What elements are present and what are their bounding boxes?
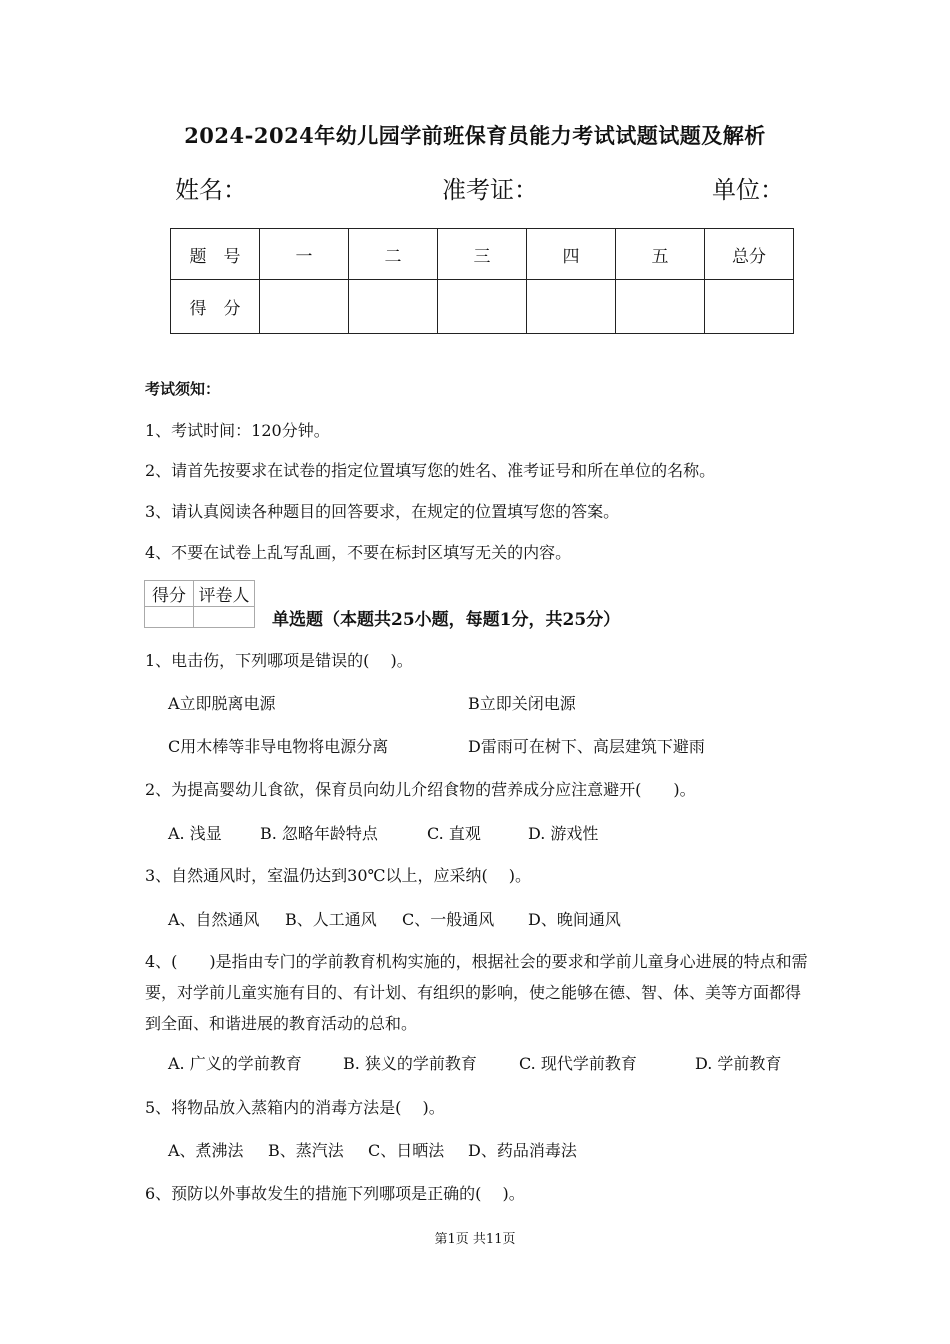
name-field-label: 姓名： bbox=[175, 176, 247, 204]
question-option: A. 广义的学前教育 bbox=[168, 1054, 302, 1073]
question-option: C. 现代学前教育 bbox=[519, 1054, 637, 1073]
question-option: A、自然通风 bbox=[168, 910, 260, 929]
question-stem: 6、预防以外事故发生的措施下列哪项是正确的( )。 bbox=[145, 1184, 525, 1203]
question-option: D. 学前教育 bbox=[695, 1054, 782, 1073]
question-option: B、蒸汽法 bbox=[268, 1141, 344, 1160]
score-header-cell: 一 bbox=[260, 229, 349, 280]
question-option: B立即关闭电源 bbox=[468, 694, 576, 713]
question-option: D、药品消毒法 bbox=[468, 1141, 577, 1160]
grader-score-label: 得分 bbox=[145, 581, 194, 607]
question-option: D. 游戏性 bbox=[528, 824, 599, 843]
question-stem: 2、为提高婴幼儿食欲，保育员向幼儿介绍食物的营养成分应注意避开( )。 bbox=[145, 780, 696, 799]
grader-box bbox=[144, 580, 255, 628]
question-stem: 1、电击伤，下列哪项是错误的( )。 bbox=[145, 651, 413, 670]
notice-item: 2、请首先按要求在试卷的指定位置填写您的姓名、准考证号和所在单位的名称。 bbox=[145, 461, 716, 480]
grader-name-label: 评卷人 bbox=[194, 581, 255, 607]
question-stem: 5、将物品放入蒸箱内的消毒方法是( )。 bbox=[145, 1098, 445, 1117]
question-option: C. 直观 bbox=[427, 824, 481, 843]
section-title: 单选题（本题共25小题，每题1分，共25分） bbox=[272, 610, 621, 630]
score-header-cell: 题 号 bbox=[171, 229, 260, 280]
score-cell bbox=[705, 280, 794, 334]
score-header-cell: 四 bbox=[527, 229, 616, 280]
score-cell bbox=[349, 280, 438, 334]
question-option: A. 浅显 bbox=[168, 824, 222, 843]
question-option: B. 忽略年龄特点 bbox=[260, 824, 378, 843]
question-option: A、煮沸法 bbox=[168, 1141, 244, 1160]
score-header-cell: 二 bbox=[349, 229, 438, 280]
score-header-cell: 五 bbox=[616, 229, 705, 280]
page-footer: 第1页 共11页 bbox=[434, 1232, 516, 1247]
question-option: B. 狭义的学前教育 bbox=[343, 1054, 477, 1073]
score-cell bbox=[527, 280, 616, 334]
score-table-score-row bbox=[171, 280, 794, 334]
question-option: B、人工通风 bbox=[285, 910, 377, 929]
question-option: D雷雨可在树下、高层建筑下避雨 bbox=[468, 737, 705, 756]
score-cell bbox=[616, 280, 705, 334]
grader-score-cell bbox=[145, 607, 194, 628]
score-table bbox=[170, 228, 794, 334]
question-stem: 4、( )是指由专门的学前教育机构实施的，根据社会的要求和学前儿童身心进展的特点和需要，对学前儿童实施有目的、有计划、有组织的影响，使之能够在德、智、体、美等方面都得到全面、和谐进展的教育活动的总和。 bbox=[145, 952, 808, 1033]
notice-item: 4、不要在试卷上乱写乱画，不要在标封区填写无关的内容。 bbox=[145, 543, 572, 562]
score-table-header-row bbox=[171, 229, 794, 280]
question-option: C、一般通风 bbox=[402, 910, 495, 929]
question-option: C、日晒法 bbox=[368, 1141, 445, 1160]
notice-item: 1、考试时间：120分钟。 bbox=[145, 421, 330, 440]
exam-id-field-label: 准考证： bbox=[442, 176, 538, 204]
question-stem: 3、自然通风时，室温仍达到30℃以上，应采纳( )。 bbox=[145, 866, 532, 885]
score-cell bbox=[438, 280, 527, 334]
question-option: D、晚间通风 bbox=[528, 910, 621, 929]
score-cell bbox=[260, 280, 349, 334]
unit-field-label: 单位： bbox=[712, 176, 784, 204]
question-option: A立即脱离电源 bbox=[168, 694, 276, 713]
notice-heading: 考试须知： bbox=[145, 380, 221, 398]
page-title: 2024-2024年幼儿园学前班保育员能力考试试题试题及解析 bbox=[184, 123, 766, 148]
score-header-cell: 三 bbox=[438, 229, 527, 280]
score-header-cell: 总分 bbox=[705, 229, 794, 280]
question-option: C用木棒等非导电物将电源分离 bbox=[168, 737, 389, 756]
score-row-label: 得 分 bbox=[171, 280, 260, 334]
notice-item: 3、请认真阅读各种题目的回答要求，在规定的位置填写您的答案。 bbox=[145, 502, 620, 521]
grader-name-cell bbox=[194, 607, 255, 628]
